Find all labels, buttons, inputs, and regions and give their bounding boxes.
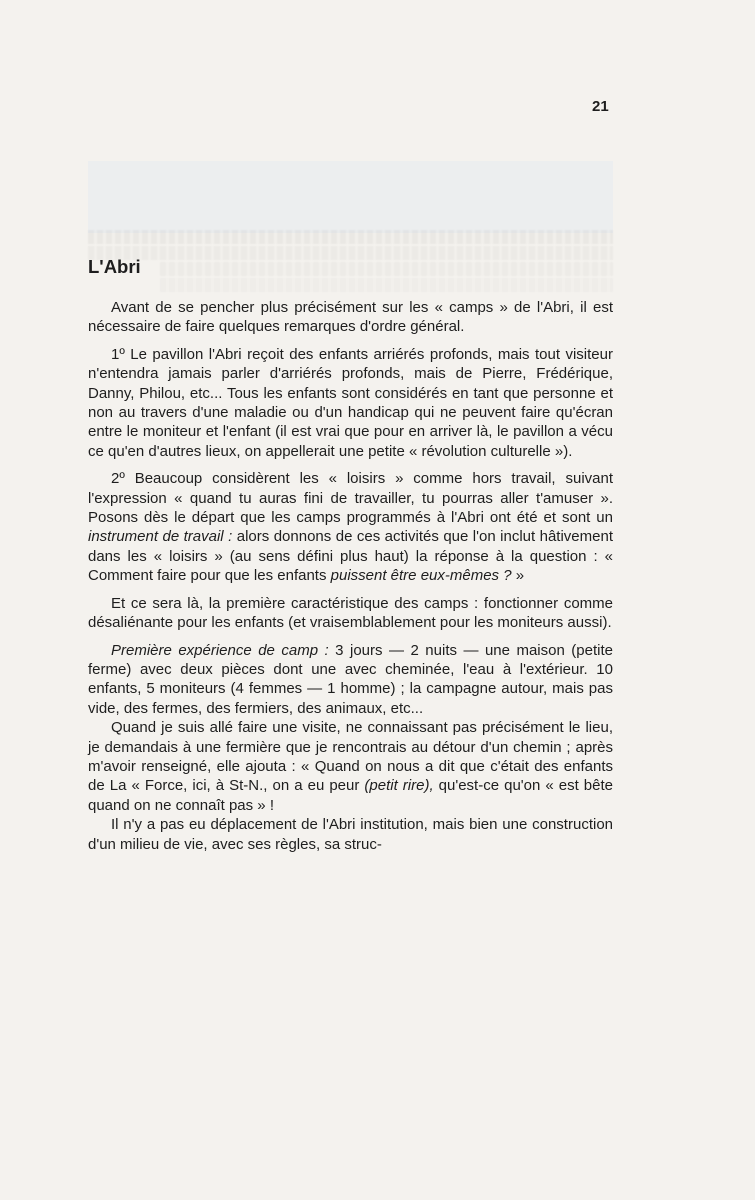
italic-text: puissent être eux-mêmes ? bbox=[330, 567, 512, 585]
text-run: 1º Le pavillon l'Abri reçoit des enfants arriérés profonds, mais tout visiteur n'entendra jamais parler d'arriérés profonds, mais de Pierre, Frédérique, Danny, Philou, etc... Tous les enfants sont considérés en tant que personne et non au travers d'une maladie ou d'un handicap qui ne peuvent faire qu'écran entre le moniteur et l'enfant (il est vrai que pour en arriver là, le pavillon a vécu ce qu'en d'autres lieux, on appellerait une petite « révolution culturelle »). bbox=[88, 345, 613, 460]
italic-text: instrument de travail : bbox=[88, 528, 233, 546]
text-run: Quand je suis allé faire une visite, ne connaissant pas précisément le lieu, je demandais à une fermière que je rencontrais au détour d'un chemin ; après m'avoir renseigné, elle ajouta : « Quand on nous a dit que c'était des enfants de La « Force, ici, à St-N., on a eu peur bbox=[88, 719, 613, 795]
text-run: 3 jours — 2 nuits — une maison (petite ferme) avec deux pièces dont une avec cheminée, l'eau à l'extérieur. 10 enfants, 5 moniteurs (4 femmes — 1 homme) ; la campagne autour, mais pas vide, des fermes, des fermiers, des animaux, etc... bbox=[88, 641, 613, 717]
body-text bbox=[88, 298, 613, 854]
italic-text: (petit rire), bbox=[364, 777, 434, 795]
blank-band bbox=[88, 161, 613, 233]
text-run: alors donnons de ces activités que l'on inclut hâtivement dans les « loisirs » (au sens défini plus haut) la réponse à la question : « Comment faire pour que les enfants bbox=[88, 528, 613, 585]
text-run: Avant de se pencher plus précisément sur les « camps » de l'Abri, il est nécessaire de faire quelques remarques d'ordre général. bbox=[88, 299, 613, 336]
text-run: Et ce sera là, la première caractéristique des camps : fonctionner comme désaliénante pour les enfants (et vraisemblablement pour les moniteurs aussi). bbox=[88, 594, 613, 632]
paragraph bbox=[88, 345, 613, 461]
paragraph bbox=[88, 469, 613, 585]
show-through-line bbox=[160, 278, 613, 292]
paragraph bbox=[88, 718, 613, 815]
paragraph bbox=[88, 815, 613, 854]
paragraph bbox=[88, 641, 613, 719]
italic-text: Première expérience de camp : bbox=[111, 641, 329, 659]
text-run: qu'est-ce qu'on « est bête quand on ne connaît pas » ! bbox=[88, 777, 613, 814]
paragraph bbox=[88, 594, 613, 633]
show-through-line bbox=[88, 246, 613, 260]
text-run: 2º Beaucoup considèrent les « loisirs » comme hors travail, suivant l'expression « quand tu auras fini de travailler, tu pourras aller t'amuser ». Posons dès le départ que les camps programmés à l'Abri ont été et sont un bbox=[88, 470, 613, 527]
show-through-line bbox=[88, 230, 613, 244]
show-through-line bbox=[160, 262, 613, 276]
section-heading: L'Abri bbox=[88, 256, 141, 277]
text-run: » bbox=[511, 567, 525, 585]
text-run: Il n'y a pas eu déplacement de l'Abri institution, mais bien une construction d'un milieu de vie, avec ses règles, sa struc- bbox=[88, 816, 613, 853]
paragraph bbox=[88, 298, 613, 337]
page-number: 21 bbox=[592, 98, 609, 115]
